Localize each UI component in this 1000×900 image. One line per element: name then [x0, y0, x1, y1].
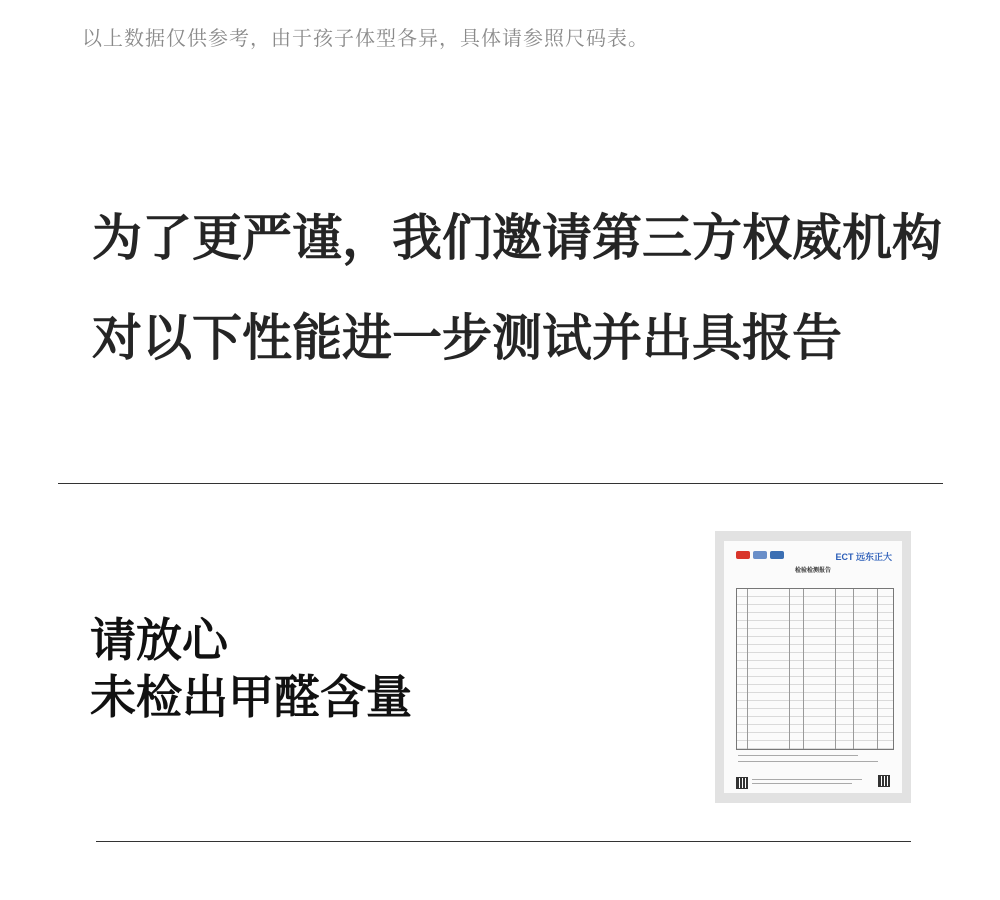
bottom-divider [96, 841, 911, 842]
lab-brand-logo: ECT 远东正大 [835, 552, 892, 562]
table-column-rule [789, 589, 790, 749]
table-column-rule [747, 589, 748, 749]
table-column-rule [877, 589, 878, 749]
top-divider [58, 483, 943, 484]
report-address-text [752, 779, 862, 780]
report-table [736, 588, 894, 750]
report-title: 检验检测报告 [794, 567, 831, 574]
table-column-rule [803, 589, 804, 749]
qr-code-icon [736, 777, 748, 789]
report-paper [724, 541, 902, 793]
table-column-rule [835, 589, 836, 749]
cnas-logo-icon [770, 551, 784, 559]
disclaimer-text: 以上数据仅供参考，由于孩子体型各异，具体请参照尺码表。 [82, 26, 649, 50]
certification-logos [736, 551, 784, 559]
report-address-text [752, 783, 852, 784]
test-report-thumbnail[interactable] [715, 531, 911, 803]
assurance-line-1: 请放心 [90, 613, 228, 667]
assurance-text [90, 612, 412, 726]
qr-code-icon [878, 775, 890, 787]
headline-line-2: 对以下性能进一步测试并出具报告 [92, 309, 842, 367]
ilac-logo-icon [753, 551, 767, 559]
assurance-line-2: 未检出甲醛含量 [90, 670, 412, 724]
headline [92, 188, 952, 388]
cma-logo-icon [736, 551, 750, 559]
report-footnote [738, 755, 858, 756]
report-footnote [738, 761, 878, 762]
table-column-rule [853, 589, 854, 749]
headline-line-1: 为了更严谨，我们邀请第三方权威机构 [92, 209, 942, 267]
